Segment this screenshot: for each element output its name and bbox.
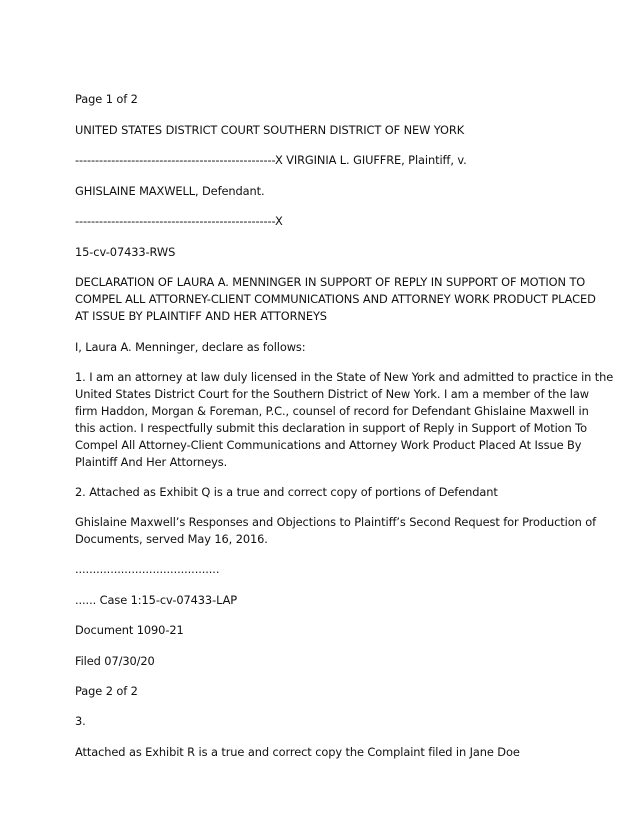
- document-number: Document 1090-21: [75, 623, 184, 637]
- case-number: 15-cv-07433-RWS: [75, 245, 176, 259]
- paragraph-number: 3.: [75, 714, 86, 728]
- paragraph-line: 2. Attached as Exhibit Q is a true and correct copy of portions of Defendant: [75, 485, 498, 499]
- page-header: Page 1 of 2: [75, 92, 138, 106]
- intro-statement: I, Laura A. Menninger, declare as follows:: [75, 340, 306, 354]
- paragraph-line: this action. I respectfully submit this declaration in support of Reply in Support of Motion To: [75, 421, 587, 435]
- filed-date: Filed 07/30/20: [75, 654, 155, 668]
- paragraph-line: Attached as Exhibit R is a true and correct copy the Complaint filed in Jane Doe: [75, 745, 520, 759]
- paragraph-line: Plaintiff And Her Attorneys.: [75, 455, 228, 469]
- court-name: UNITED STATES DISTRICT COURT SOUTHERN DISTRICT OF NEW YORK: [75, 123, 465, 137]
- paragraph-line: Ghislaine Maxwell’s Responses and Objections to Plaintiff’s Second Request for Production of: [75, 515, 596, 529]
- caption-line: --------------------------------------------------X VIRGINIA L. GIUFFRE, Plaintiff, v.: [75, 153, 467, 167]
- document-title-line: AT ISSUE BY PLAINTIFF AND HER ATTORNEYS: [75, 309, 327, 323]
- case-line: ...... Case 1:15-cv-07433-LAP: [75, 593, 238, 607]
- page-header: Page 2 of 2: [75, 684, 138, 698]
- paragraph-line: Compel All Attorney-Client Communications and Attorney Work Product Placed At Issue By: [75, 438, 582, 452]
- paragraph-line: United States District Court for the Southern District of New York. I am a member of the law: [75, 387, 589, 401]
- dotted-separator: .........................................: [75, 562, 220, 576]
- document-title-line: COMPEL ALL ATTORNEY-CLIENT COMMUNICATIONS AND ATTORNEY WORK PRODUCT PLACED: [75, 292, 596, 306]
- paragraph-line: Documents, served May 16, 2016.: [75, 532, 268, 546]
- paragraph-line: 1. I am an attorney at law duly licensed in the State of New York and admitted to practice in the: [75, 370, 614, 384]
- document-title-line: DECLARATION OF LAURA A. MENNINGER IN SUPPORT OF REPLY IN SUPPORT OF MOTION TO: [75, 275, 586, 289]
- caption-line: GHISLAINE MAXWELL, Defendant.: [75, 184, 265, 198]
- caption-line: --------------------------------------------------X: [75, 214, 283, 228]
- paragraph-line: firm Haddon, Morgan & Foreman, P.C., counsel of record for Defendant Ghislaine Maxwell in: [75, 404, 589, 418]
